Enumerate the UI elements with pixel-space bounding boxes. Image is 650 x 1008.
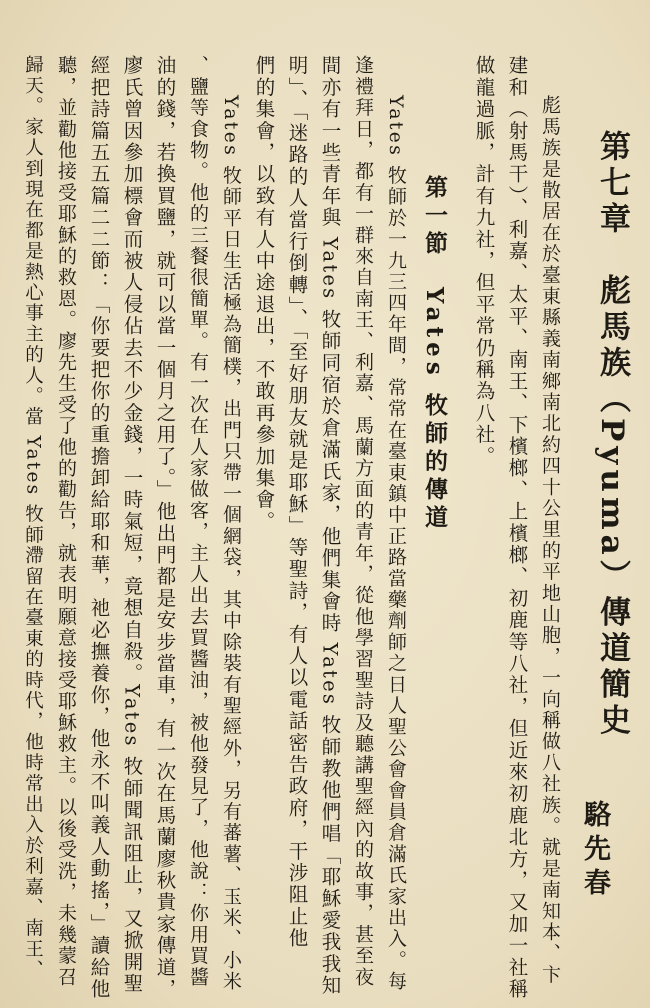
- text-column-13: 經把詩篇五五篇二二節：「你要把你的重擔卸給耶和華，祂必撫養你，他永不叫義人動搖，」讀給他: [87, 55, 111, 1001]
- text-column-2: 建和（射馬干）、利嘉、太平、南王、下檳榔、上檳榔、初鹿等八社，但近來初鹿北方，又加一社稱: [505, 55, 529, 1001]
- text-column-4: Yates 牧師於一九三四年間，常常在臺東鎮中正路當藥劑師之日人聖公會會員倉滿氏家出入。每: [385, 95, 407, 993]
- text-column-15: 歸天。家人到現在都是熱心事主的人。當 Yates 牧師滯留在臺東的時代，他時常出入於利嘉、南王、: [22, 55, 44, 981]
- text-column-5: 逢禮拜日，都有一群來自南王、利嘉、馬蘭方面的青年，從他學習聖詩及聽講聖經內的故事，甚至夜: [352, 55, 374, 988]
- text-column-3: 做龍過脈，計有九社，但平常仍稱為八社。: [472, 55, 496, 468]
- text-column-11: 油的錢，若換買鹽，就可以當一個月之用了。」他出門都是安步當車，有一次在馬蘭廖秋貴家傳道，: [153, 55, 177, 1001]
- text-column-14: 聽，並勸他接受耶穌的救恩。廖先生受了他的勸告，就表明願意接受耶穌救主。以後受洗，未幾蒙召: [55, 55, 77, 988]
- chapter-title: 第七章 彪馬族（Pyuma）傳道簡史: [594, 130, 630, 740]
- text-column-12: 廖氏曾因參加標會而被人侵佔去不少金錢，一時氣短，竟想自殺。Yates 牧師聞訊阻止，又掀開聖: [120, 55, 144, 995]
- text-column-7: 明」、「迷路的人當行倒轉」、「至好朋友就是耶穌」等聖詩，有人以電話密告政府，干涉阻止他: [285, 55, 309, 950]
- section-title: 第一節 Yates 牧師的傳道: [421, 175, 448, 533]
- text-column-6: 間亦有一些青年與 Yates 牧師同宿於倉滿氏家，他們集會時 Yates 牧師教他們唱「耶穌愛我我知: [318, 55, 342, 997]
- author-name: 駱先春: [579, 800, 610, 902]
- text-column-10: 、鹽等食物。他的三餐很簡單。有一次在人家做客，主人出去買醬油，被他發見了，他說：你用買醬: [187, 55, 209, 988]
- text-column-1: 彪馬族是散居在於臺東縣義南鄉南北約四十公里的平地山胞，一向稱做八社族。就是南知本、卞: [539, 95, 561, 986]
- text-column-9: Yates 牧師平日生活極為簡樸，出門只帶一個網袋，其中除裝有聖經外，另有蕃薯、玉米、小米: [220, 95, 242, 993]
- text-column-8: 們的集會，以致有人中途退出，不敢再參加集會。: [252, 55, 276, 533]
